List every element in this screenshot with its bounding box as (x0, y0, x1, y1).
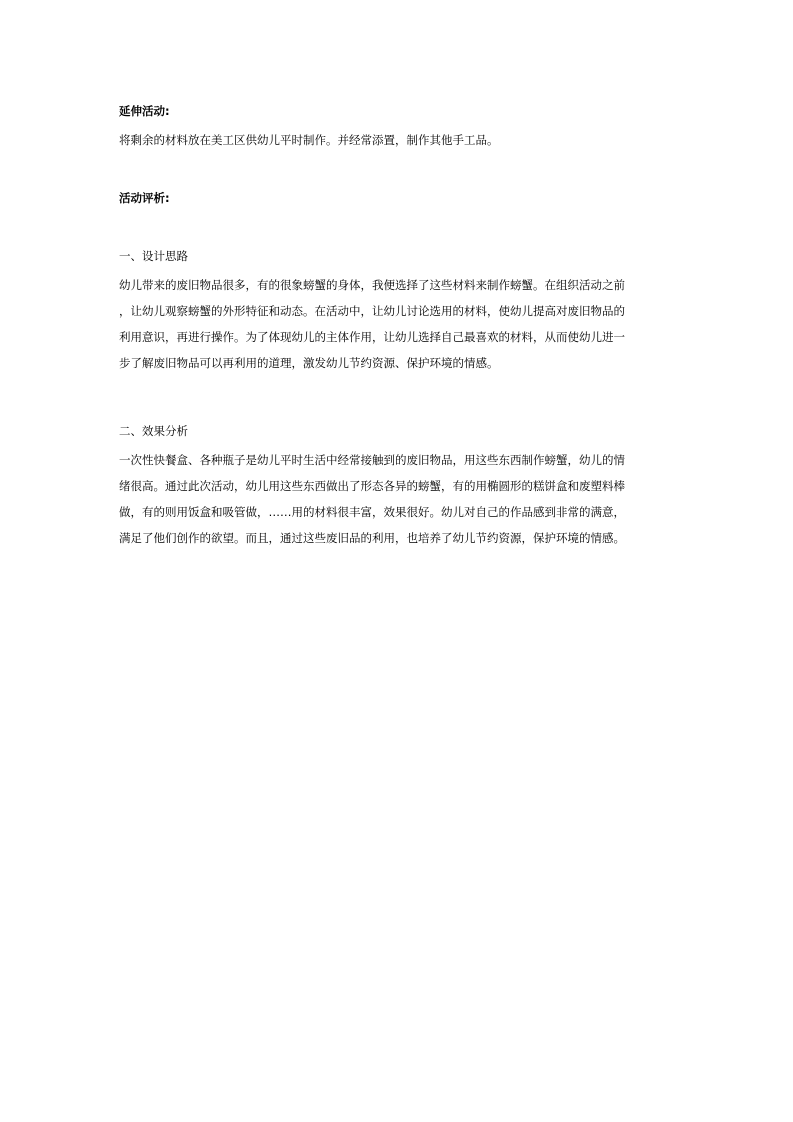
design-paragraph (119, 278, 664, 382)
effect-paragraph (119, 453, 664, 557)
design-line-2: ，让幼儿观察螃蟹的外形特征和动态。在活动中，让幼儿讨论选用的材料，使幼儿提高对废旧物品的 (119, 304, 625, 318)
design-line-3: 利用意识，再进行操作。为了体现幼儿的主体作用，让幼儿选择自己最喜欢的材料，从而使幼儿进一 (119, 330, 625, 344)
effect-heading: 二、效果分析 (119, 424, 188, 438)
evaluation-heading: 活动评析: (119, 191, 170, 205)
design-line-4: 步了解废旧物品可以再利用的道理，激发幼儿节约资源、保护环境的情感。 (119, 356, 499, 370)
design-heading: 一、设计思路 (119, 249, 188, 263)
effect-line-3: 做，有的则用饭盒和吸管做，……用的材料很丰富，效果很好。幼儿对自己的作品感到非常的满意， (119, 505, 625, 519)
design-line-1: 幼儿带来的废旧物品很多，有的很象螃蟹的身体，我便选择了这些材料来制作螃蟹。在组织活动之前 (119, 278, 625, 292)
extension-heading: 延伸活动: (119, 104, 170, 118)
effect-line-2: 绪很高。通过此次活动，幼儿用这些东西做出了形态各异的螃蟹，有的用椭圆形的糕饼盒和废塑料棒 (119, 479, 625, 493)
effect-line-1: 一次性快餐盒、各种瓶子是幼儿平时生活中经常接触到的废旧物品，用这些东西制作螃蟹，幼儿的情 (119, 453, 625, 467)
effect-line-4: 满足了他们创作的欲望。而且，通过这些废旧品的利用，也培养了幼儿节约资源，保护环境的情感。 (119, 531, 625, 545)
extension-text: 将剩余的材料放在美工区供幼儿平时制作。并经常添置，制作其他手工品。 (119, 133, 499, 147)
